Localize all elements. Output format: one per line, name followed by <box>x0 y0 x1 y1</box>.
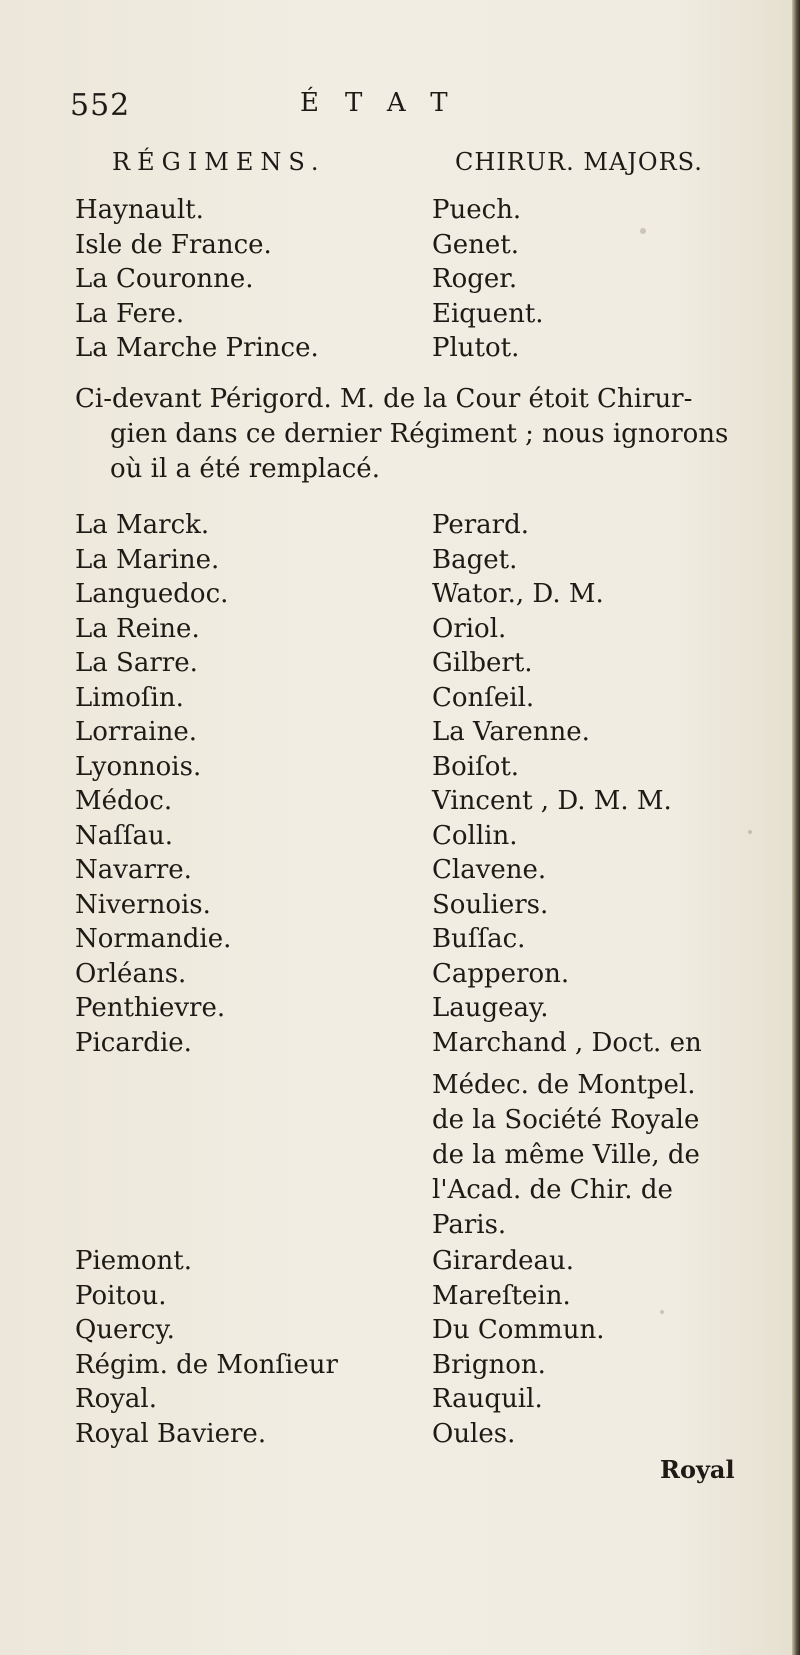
regiment-name: Isle de France. <box>75 229 272 260</box>
surgeon-name: Wator., D. M. <box>432 579 604 609</box>
regiment-name: Limoſin. <box>75 682 184 713</box>
table-row <box>75 853 735 888</box>
table-row <box>75 577 735 612</box>
regiment-name: Normandie. <box>75 924 232 954</box>
table-row <box>75 1417 735 1452</box>
table-row <box>75 262 735 297</box>
continuation-line: de la Société Royale <box>432 1105 700 1135</box>
continuation-line: Médec. de Montpel. <box>432 1070 696 1100</box>
regiment-name: Médoc. <box>75 786 173 816</box>
regiment-name: Régim. de Monſieur <box>75 1349 338 1380</box>
table-row <box>75 612 735 647</box>
surgeon-name: Baget. <box>432 544 518 575</box>
page-number: 552 <box>70 88 131 123</box>
picardie-continuation <box>432 1068 732 1243</box>
book-spine-shadow <box>792 0 800 1655</box>
surgeon-name: Mareſtein. <box>432 1280 571 1311</box>
page-header <box>70 88 710 128</box>
paper-spot <box>640 228 646 234</box>
table-row <box>75 228 735 263</box>
surgeon-name: Souliers. <box>432 889 549 920</box>
table-row <box>75 297 735 332</box>
surgeon-name: Roger. <box>432 264 518 294</box>
regiment-name: La Couronne. <box>75 264 254 294</box>
continuation-line: de la même Ville, de <box>432 1140 700 1170</box>
paper-spot <box>748 830 752 834</box>
table-row <box>75 819 735 854</box>
column-heading-regiments: RÉGIMENS. <box>112 148 326 176</box>
regiment-name: Piemont. <box>75 1246 192 1276</box>
note-line: gien dans ce dernier Régiment ; nous ignorons <box>110 419 729 449</box>
surgeon-name: Puech. <box>432 195 522 225</box>
regiment-name: La Sarre. <box>75 648 198 678</box>
surgeon-name: Girardeau. <box>432 1246 574 1276</box>
note-line: Ci-devant Périgord. M. de la Cour étoit Chirur- <box>75 384 693 414</box>
table-row <box>75 1279 735 1314</box>
table-row <box>75 1313 735 1348</box>
table-row <box>75 1348 735 1383</box>
table-row <box>75 715 735 750</box>
table-row <box>75 750 735 785</box>
continuation-line: l'Acad. de Chir. de <box>432 1175 673 1205</box>
regiment-name: Haynault. <box>75 195 204 225</box>
surgeon-name: Gilbert. <box>432 648 533 678</box>
regiment-name: Languedoc. <box>75 579 229 609</box>
surgeon-name: Marchand , Doct. en <box>432 1027 702 1058</box>
surgeon-name: Perard. <box>432 510 529 540</box>
regiment-name: La Fere. <box>75 298 185 329</box>
surgeon-name: Plutot. <box>432 333 520 363</box>
table-row <box>75 543 735 578</box>
regiment-name: La Marine. <box>75 544 220 575</box>
table-row <box>75 784 735 819</box>
surgeon-name: Rauquil. <box>432 1384 543 1414</box>
regiment-name: La Marck. <box>75 510 210 540</box>
regiment-name: Orléans. <box>75 958 187 989</box>
table-block-b <box>75 508 735 1060</box>
running-title: ÉTAT <box>300 88 474 118</box>
surgeon-name: Boiſot. <box>432 751 520 782</box>
catchword: Royal <box>660 1455 735 1484</box>
continuation-line: Paris. <box>432 1210 507 1240</box>
surgeon-name: La Varenne. <box>432 717 590 747</box>
regiment-name: Lyonnois. <box>75 751 202 782</box>
note-paragraph <box>75 382 735 487</box>
table-row <box>75 331 735 366</box>
table-block-c <box>75 1244 735 1451</box>
regiment-name: Navarre. <box>75 855 192 885</box>
table-row <box>75 957 735 992</box>
surgeon-name: Brignon. <box>432 1349 546 1380</box>
surgeon-name: Vincent , D. M. M. <box>432 786 672 816</box>
table-row <box>75 922 735 957</box>
surgeon-name: Eiquent. <box>432 298 544 329</box>
table-row <box>75 1382 735 1417</box>
table-row <box>75 991 735 1026</box>
surgeon-name: Laugeay. <box>432 993 549 1023</box>
regiment-name: Royal. <box>75 1384 157 1414</box>
regiment-name: Nivernois. <box>75 889 211 920</box>
surgeon-name: Oriol. <box>432 613 507 644</box>
table-row <box>75 508 735 543</box>
regiment-name: Penthievre. <box>75 993 226 1023</box>
regiment-name: Naſſau. <box>75 820 174 851</box>
surgeon-name: Clavene. <box>432 855 547 885</box>
surgeon-name: Oules. <box>432 1418 516 1449</box>
note-line: où il a été remplacé. <box>110 454 380 484</box>
regiment-name: Quercy. <box>75 1315 175 1345</box>
surgeon-name: Buſſac. <box>432 924 526 954</box>
table-row <box>75 646 735 681</box>
table-row <box>75 681 735 716</box>
table-block-a <box>75 193 735 366</box>
surgeon-name: Genet. <box>432 229 520 260</box>
regiment-name: Poitou. <box>75 1280 167 1311</box>
regiment-name: La Marche Prince. <box>75 333 319 363</box>
surgeon-name: Du Commun. <box>432 1315 605 1345</box>
surgeon-name: Collin. <box>432 820 518 851</box>
table-row <box>75 1026 735 1061</box>
paper-spot <box>660 1310 664 1314</box>
surgeon-name: Capperon. <box>432 958 570 989</box>
table-row <box>75 1244 735 1279</box>
regiment-name: Picardie. <box>75 1027 192 1058</box>
table-row <box>75 888 735 923</box>
regiment-name: Royal Baviere. <box>75 1418 267 1449</box>
column-heading-surgeons: CHIRUR. MAJORS. <box>455 148 703 176</box>
surgeon-name: Conſeil. <box>432 682 535 713</box>
regiment-name: La Reine. <box>75 613 200 644</box>
table-row <box>75 193 735 228</box>
regiment-name: Lorraine. <box>75 717 197 747</box>
